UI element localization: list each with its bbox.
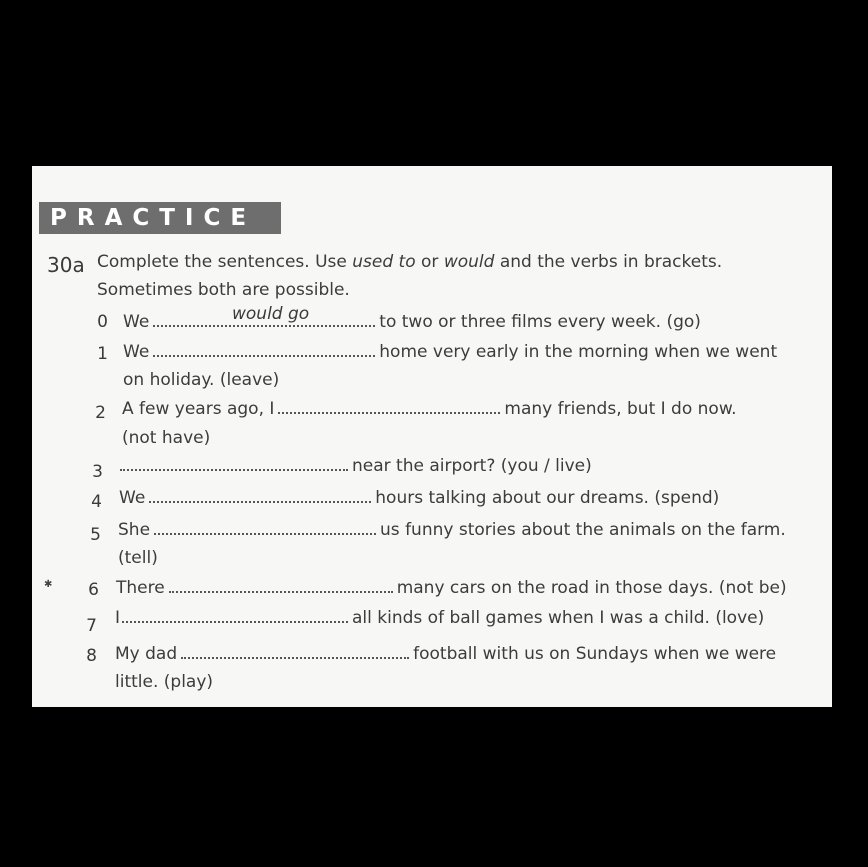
list-item: There many cars on the road in those days. (not be) xyxy=(116,578,787,598)
answer-blank[interactable] xyxy=(169,577,393,593)
item-number: 0 xyxy=(97,312,108,332)
worksheet-page xyxy=(32,166,832,707)
stray-mark: ✱ xyxy=(44,579,53,590)
item-number: 6 xyxy=(88,580,99,600)
answer-blank[interactable] xyxy=(154,519,376,535)
item-number: 5 xyxy=(90,525,101,545)
list-item: We to two or three films every week. (go) xyxy=(123,312,701,332)
answer-blank[interactable] xyxy=(278,398,500,414)
list-item-continuation: (not have) xyxy=(122,428,211,448)
list-item: A few years ago, I many friends, but I do now. xyxy=(122,399,737,419)
item-number: 7 xyxy=(86,616,97,636)
list-item: We hours talking about our dreams. (spend) xyxy=(119,488,720,508)
item-number: 3 xyxy=(92,462,103,482)
used-to-term: used to xyxy=(352,252,416,272)
item-number: 2 xyxy=(95,403,106,423)
list-item: My dad football with us on Sundays when we were xyxy=(115,644,777,664)
item-number: 4 xyxy=(91,492,102,512)
practice-banner: PRACTICE xyxy=(39,202,281,234)
exercise-instruction-line2: Sometimes both are possible. xyxy=(97,280,350,300)
list-item: I all kinds of ball games when I was a child. (love) xyxy=(115,608,765,628)
answer-blank[interactable] xyxy=(149,487,371,503)
list-item: We home very early in the morning when we went xyxy=(123,342,778,362)
answer-blank[interactable] xyxy=(153,341,375,357)
item-number: 1 xyxy=(97,344,108,364)
answer-blank[interactable] xyxy=(181,643,409,659)
exercise-instruction: Complete the sentences. Use used to or would and the verbs in brackets. xyxy=(97,252,723,272)
item-number: 8 xyxy=(86,646,97,666)
example-answer: would go xyxy=(232,304,310,324)
list-item: She us funny stories about the animals on the farm. xyxy=(118,520,786,540)
list-item-continuation: (tell) xyxy=(118,548,158,568)
would-term: would xyxy=(443,252,495,272)
answer-blank[interactable] xyxy=(122,607,348,623)
list-item: near the airport? (you / live) xyxy=(120,455,592,477)
list-item-continuation: on holiday. (leave) xyxy=(123,370,280,390)
list-item-continuation: little. (play) xyxy=(115,672,214,692)
exercise-number: 30a xyxy=(47,253,85,277)
answer-blank[interactable] xyxy=(120,455,348,471)
